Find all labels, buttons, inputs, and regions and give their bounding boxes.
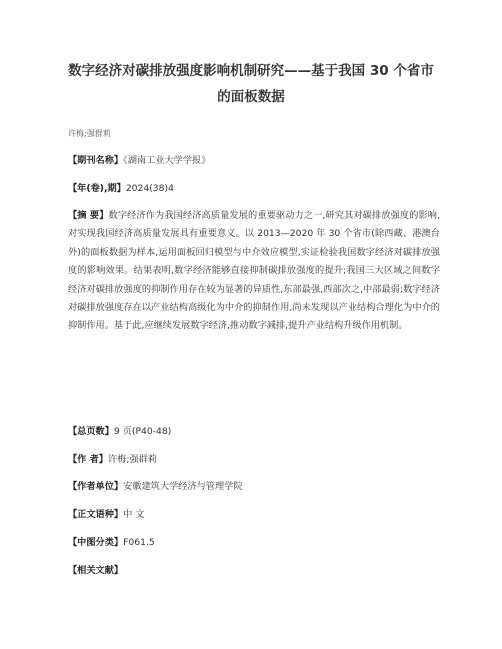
class-label: 【中图分类】 [68,537,124,548]
author-field [68,451,440,469]
related-label: 【相关文献】 [68,565,124,576]
language-field [68,506,440,524]
abstract-label: 【摘 要】 [68,210,109,221]
journal-value: 《湖南工业大学学报》 [123,155,211,166]
unit-field [68,478,440,496]
title-line-1: 数字经济对碳排放强度影响机制研究——基于我国 30 个省市 [68,63,434,79]
title-line-2: 的面板数据 [217,89,285,105]
abstract-field [68,207,440,336]
issue-value: 2024(38)4 [125,183,174,194]
unit-label: 【作者单位】 [68,481,124,492]
journal-field [68,152,440,170]
issue-field [68,180,440,198]
related-field [68,562,440,580]
authors-line: 许梅;强群莉 [68,129,111,138]
author-value: 许梅;强群莉 [107,454,157,465]
pages-field [68,423,440,441]
abstract-value: 数字经济作为我国经济高质量发展的重要驱动力之一,研究其对碳排放强度的影响,对实现我国经济高质量发展具有重要意义。以 2013—2020 年 30 个省市(除西藏、港澳台外)的面板数据为样本,运用面板回归模型与中介效应模型,实证检验我国数字经济对碳排放强度的影响效果。结果表明,数字经济能够直接抑制碳排放强度的提升;我国三大区域之间数字经济对碳排放强度的抑制作用存在较为显著的异质性,东部最强,西部次之,中部最弱;数字经济对碳排放强度存在以产业结构高级化为中介的抑制作用,尚未发现以产业结构合理化为中介的抑制作用。基于此,应继续发展数字经济,推动数字减排,提升产业结构升级作用机制。 [68,210,440,332]
pages-value: 9 页(P40-48) [113,426,172,437]
journal-label: 【期刊名称】 [68,155,124,166]
language-label: 【正文语种】 [68,509,124,520]
issue-label: 【年(卷),期】 [68,183,126,194]
class-field [68,534,440,552]
unit-value: 安徽建筑大学经济与管理学院 [123,481,243,492]
pages-label: 【总页数】 [68,426,114,437]
document-title [60,58,442,110]
class-value: F061.5 [123,537,155,548]
author-label: 【作 者】 [68,454,108,465]
language-value: 中 文 [123,509,145,520]
